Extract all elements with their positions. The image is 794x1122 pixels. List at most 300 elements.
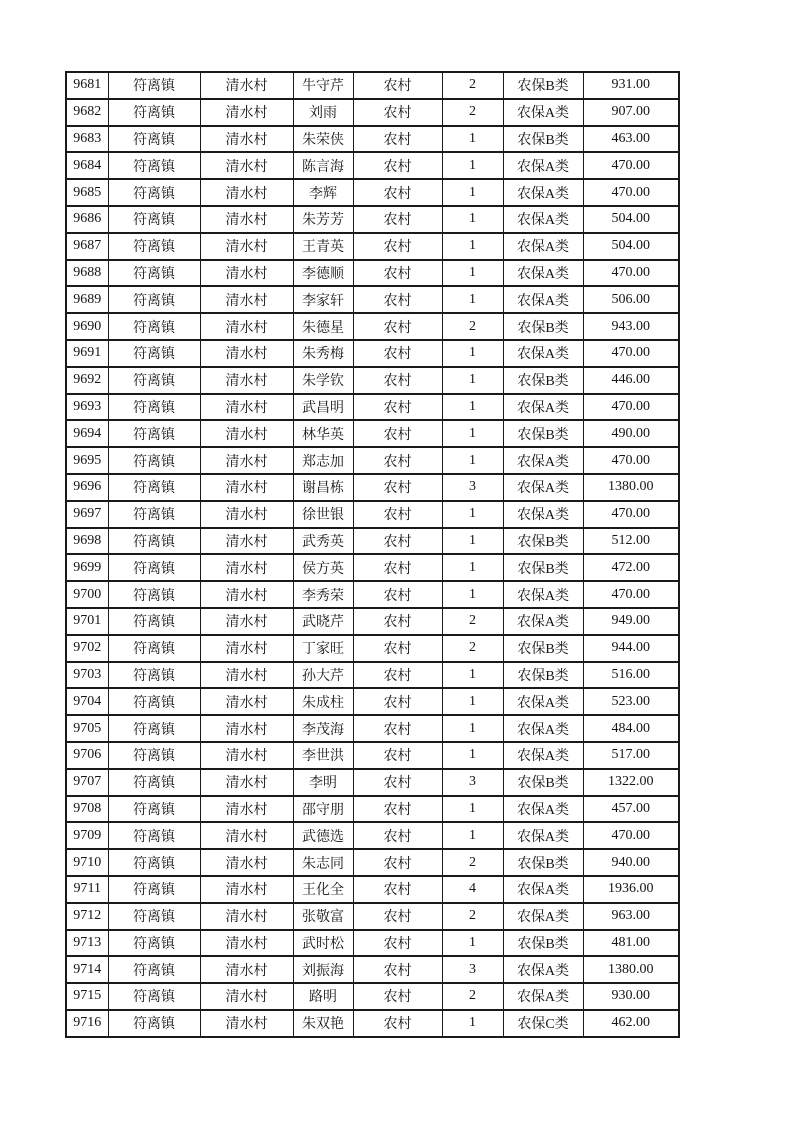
cell-town: 符离镇 bbox=[108, 956, 200, 983]
cell-category: 农村 bbox=[353, 420, 442, 447]
cell-amount: 1936.00 bbox=[583, 876, 679, 903]
cell-category: 农村 bbox=[353, 394, 442, 421]
cell-id: 9687 bbox=[66, 233, 108, 260]
cell-category: 农村 bbox=[353, 286, 442, 313]
table-body bbox=[66, 72, 679, 1037]
cell-category: 农村 bbox=[353, 742, 442, 769]
cell-count: 1 bbox=[442, 688, 503, 715]
cell-town: 符离镇 bbox=[108, 394, 200, 421]
cell-town: 符离镇 bbox=[108, 742, 200, 769]
cell-town: 符离镇 bbox=[108, 233, 200, 260]
cell-count: 2 bbox=[442, 903, 503, 930]
cell-town: 符离镇 bbox=[108, 286, 200, 313]
cell-amount: 907.00 bbox=[583, 99, 679, 126]
table-row bbox=[66, 528, 679, 555]
cell-insurance-type: 农保B类 bbox=[503, 72, 583, 99]
cell-count: 2 bbox=[442, 608, 503, 635]
cell-insurance-type: 农保A类 bbox=[503, 501, 583, 528]
cell-village: 清水村 bbox=[200, 340, 293, 367]
cell-id: 9699 bbox=[66, 554, 108, 581]
cell-id: 9689 bbox=[66, 286, 108, 313]
cell-town: 符离镇 bbox=[108, 152, 200, 179]
cell-town: 符离镇 bbox=[108, 769, 200, 796]
cell-category: 农村 bbox=[353, 501, 442, 528]
table-row bbox=[66, 313, 679, 340]
cell-category: 农村 bbox=[353, 930, 442, 957]
cell-count: 1 bbox=[442, 152, 503, 179]
table-row bbox=[66, 72, 679, 99]
cell-count: 1 bbox=[442, 420, 503, 447]
cell-count: 3 bbox=[442, 474, 503, 501]
cell-category: 农村 bbox=[353, 956, 442, 983]
cell-category: 农村 bbox=[353, 1010, 442, 1037]
cell-name: 李家轩 bbox=[293, 286, 353, 313]
cell-amount: 1380.00 bbox=[583, 474, 679, 501]
cell-village: 清水村 bbox=[200, 742, 293, 769]
cell-village: 清水村 bbox=[200, 635, 293, 662]
cell-name: 谢昌栋 bbox=[293, 474, 353, 501]
cell-town: 符离镇 bbox=[108, 1010, 200, 1037]
cell-town: 符离镇 bbox=[108, 206, 200, 233]
cell-town: 符离镇 bbox=[108, 313, 200, 340]
cell-category: 农村 bbox=[353, 233, 442, 260]
table-row bbox=[66, 233, 679, 260]
cell-name: 徐世银 bbox=[293, 501, 353, 528]
table-row bbox=[66, 608, 679, 635]
cell-count: 1 bbox=[442, 715, 503, 742]
cell-id: 9715 bbox=[66, 983, 108, 1010]
cell-town: 符离镇 bbox=[108, 99, 200, 126]
cell-count: 1 bbox=[442, 394, 503, 421]
cell-insurance-type: 农保A类 bbox=[503, 152, 583, 179]
cell-insurance-type: 农保A类 bbox=[503, 956, 583, 983]
cell-village: 清水村 bbox=[200, 286, 293, 313]
cell-name: 丁家旺 bbox=[293, 635, 353, 662]
cell-village: 清水村 bbox=[200, 849, 293, 876]
cell-count: 1 bbox=[442, 742, 503, 769]
records-table bbox=[65, 71, 680, 1038]
cell-name: 王化全 bbox=[293, 876, 353, 903]
cell-insurance-type: 农保B类 bbox=[503, 313, 583, 340]
table-row bbox=[66, 635, 679, 662]
cell-category: 农村 bbox=[353, 662, 442, 689]
cell-id: 9691 bbox=[66, 340, 108, 367]
cell-village: 清水村 bbox=[200, 983, 293, 1010]
cell-id: 9709 bbox=[66, 822, 108, 849]
cell-amount: 470.00 bbox=[583, 340, 679, 367]
cell-village: 清水村 bbox=[200, 903, 293, 930]
cell-town: 符离镇 bbox=[108, 608, 200, 635]
cell-insurance-type: 农保C类 bbox=[503, 1010, 583, 1037]
cell-town: 符离镇 bbox=[108, 715, 200, 742]
cell-village: 清水村 bbox=[200, 394, 293, 421]
table-row bbox=[66, 688, 679, 715]
cell-id: 9683 bbox=[66, 126, 108, 153]
cell-insurance-type: 农保A类 bbox=[503, 474, 583, 501]
cell-village: 清水村 bbox=[200, 206, 293, 233]
cell-id: 9704 bbox=[66, 688, 108, 715]
cell-village: 清水村 bbox=[200, 876, 293, 903]
cell-amount: 940.00 bbox=[583, 849, 679, 876]
cell-category: 农村 bbox=[353, 769, 442, 796]
cell-id: 9713 bbox=[66, 930, 108, 957]
cell-name: 路明 bbox=[293, 983, 353, 1010]
cell-count: 1 bbox=[442, 528, 503, 555]
cell-category: 农村 bbox=[353, 340, 442, 367]
cell-insurance-type: 农保B类 bbox=[503, 126, 583, 153]
table-row bbox=[66, 796, 679, 823]
cell-id: 9694 bbox=[66, 420, 108, 447]
cell-category: 农村 bbox=[353, 635, 442, 662]
cell-name: 李明 bbox=[293, 769, 353, 796]
table-row bbox=[66, 554, 679, 581]
table-row bbox=[66, 420, 679, 447]
table-row bbox=[66, 152, 679, 179]
cell-village: 清水村 bbox=[200, 99, 293, 126]
cell-name: 朱志同 bbox=[293, 849, 353, 876]
cell-id: 9712 bbox=[66, 903, 108, 930]
cell-name: 邵守朋 bbox=[293, 796, 353, 823]
cell-amount: 516.00 bbox=[583, 662, 679, 689]
cell-town: 符离镇 bbox=[108, 876, 200, 903]
cell-count: 1 bbox=[442, 179, 503, 206]
cell-count: 1 bbox=[442, 233, 503, 260]
cell-village: 清水村 bbox=[200, 930, 293, 957]
cell-count: 1 bbox=[442, 126, 503, 153]
table-row bbox=[66, 394, 679, 421]
cell-insurance-type: 农保A类 bbox=[503, 286, 583, 313]
cell-village: 清水村 bbox=[200, 715, 293, 742]
cell-village: 清水村 bbox=[200, 822, 293, 849]
table-row bbox=[66, 581, 679, 608]
cell-village: 清水村 bbox=[200, 474, 293, 501]
cell-amount: 470.00 bbox=[583, 394, 679, 421]
cell-amount: 523.00 bbox=[583, 688, 679, 715]
cell-village: 清水村 bbox=[200, 554, 293, 581]
cell-amount: 1322.00 bbox=[583, 769, 679, 796]
cell-count: 3 bbox=[442, 956, 503, 983]
cell-name: 张敬富 bbox=[293, 903, 353, 930]
cell-amount: 470.00 bbox=[583, 822, 679, 849]
cell-id: 9685 bbox=[66, 179, 108, 206]
table-row bbox=[66, 99, 679, 126]
cell-village: 清水村 bbox=[200, 72, 293, 99]
cell-town: 符离镇 bbox=[108, 554, 200, 581]
cell-id: 9701 bbox=[66, 608, 108, 635]
cell-insurance-type: 农保A类 bbox=[503, 608, 583, 635]
cell-id: 9695 bbox=[66, 447, 108, 474]
cell-id: 9693 bbox=[66, 394, 108, 421]
cell-town: 符离镇 bbox=[108, 796, 200, 823]
cell-insurance-type: 农保B类 bbox=[503, 849, 583, 876]
cell-insurance-type: 农保A类 bbox=[503, 233, 583, 260]
cell-town: 符离镇 bbox=[108, 930, 200, 957]
cell-count: 1 bbox=[442, 822, 503, 849]
cell-category: 农村 bbox=[353, 179, 442, 206]
cell-amount: 930.00 bbox=[583, 983, 679, 1010]
cell-category: 农村 bbox=[353, 474, 442, 501]
cell-name: 李辉 bbox=[293, 179, 353, 206]
cell-category: 农村 bbox=[353, 608, 442, 635]
cell-category: 农村 bbox=[353, 822, 442, 849]
cell-amount: 504.00 bbox=[583, 233, 679, 260]
cell-name: 侯方英 bbox=[293, 554, 353, 581]
cell-village: 清水村 bbox=[200, 367, 293, 394]
cell-name: 武秀英 bbox=[293, 528, 353, 555]
cell-insurance-type: 农保A类 bbox=[503, 822, 583, 849]
cell-id: 9716 bbox=[66, 1010, 108, 1037]
cell-id: 9682 bbox=[66, 99, 108, 126]
cell-name: 朱成柱 bbox=[293, 688, 353, 715]
cell-count: 2 bbox=[442, 983, 503, 1010]
cell-village: 清水村 bbox=[200, 420, 293, 447]
cell-name: 武德选 bbox=[293, 822, 353, 849]
cell-count: 1 bbox=[442, 286, 503, 313]
cell-category: 农村 bbox=[353, 528, 442, 555]
cell-category: 农村 bbox=[353, 581, 442, 608]
cell-amount: 470.00 bbox=[583, 179, 679, 206]
cell-town: 符离镇 bbox=[108, 822, 200, 849]
cell-count: 1 bbox=[442, 340, 503, 367]
table-row bbox=[66, 286, 679, 313]
table-row bbox=[66, 930, 679, 957]
cell-amount: 470.00 bbox=[583, 447, 679, 474]
cell-name: 牛守芹 bbox=[293, 72, 353, 99]
cell-name: 朱芳芳 bbox=[293, 206, 353, 233]
cell-village: 清水村 bbox=[200, 528, 293, 555]
table-row bbox=[66, 715, 679, 742]
cell-amount: 470.00 bbox=[583, 260, 679, 287]
cell-name: 刘振海 bbox=[293, 956, 353, 983]
cell-category: 农村 bbox=[353, 554, 442, 581]
cell-count: 1 bbox=[442, 554, 503, 581]
cell-id: 9692 bbox=[66, 367, 108, 394]
cell-count: 2 bbox=[442, 635, 503, 662]
cell-id: 9698 bbox=[66, 528, 108, 555]
cell-town: 符离镇 bbox=[108, 474, 200, 501]
cell-town: 符离镇 bbox=[108, 849, 200, 876]
cell-village: 清水村 bbox=[200, 447, 293, 474]
cell-insurance-type: 农保B类 bbox=[503, 554, 583, 581]
cell-town: 符离镇 bbox=[108, 635, 200, 662]
cell-insurance-type: 农保A类 bbox=[503, 876, 583, 903]
cell-town: 符离镇 bbox=[108, 983, 200, 1010]
cell-insurance-type: 农保A类 bbox=[503, 447, 583, 474]
table-row bbox=[66, 260, 679, 287]
cell-insurance-type: 农保A类 bbox=[503, 742, 583, 769]
cell-town: 符离镇 bbox=[108, 72, 200, 99]
cell-id: 9710 bbox=[66, 849, 108, 876]
table-row bbox=[66, 367, 679, 394]
table-row bbox=[66, 769, 679, 796]
cell-amount: 506.00 bbox=[583, 286, 679, 313]
cell-category: 农村 bbox=[353, 260, 442, 287]
cell-count: 1 bbox=[442, 501, 503, 528]
cell-id: 9702 bbox=[66, 635, 108, 662]
cell-town: 符离镇 bbox=[108, 367, 200, 394]
cell-town: 符离镇 bbox=[108, 662, 200, 689]
cell-count: 1 bbox=[442, 447, 503, 474]
cell-village: 清水村 bbox=[200, 608, 293, 635]
cell-name: 朱学钦 bbox=[293, 367, 353, 394]
cell-category: 农村 bbox=[353, 313, 442, 340]
table-row bbox=[66, 179, 679, 206]
cell-town: 符离镇 bbox=[108, 528, 200, 555]
cell-name: 刘雨 bbox=[293, 99, 353, 126]
cell-count: 1 bbox=[442, 1010, 503, 1037]
cell-count: 2 bbox=[442, 99, 503, 126]
cell-insurance-type: 农保A类 bbox=[503, 340, 583, 367]
table-row bbox=[66, 1010, 679, 1037]
cell-amount: 517.00 bbox=[583, 742, 679, 769]
cell-village: 清水村 bbox=[200, 688, 293, 715]
cell-id: 9686 bbox=[66, 206, 108, 233]
cell-category: 农村 bbox=[353, 715, 442, 742]
cell-village: 清水村 bbox=[200, 769, 293, 796]
cell-insurance-type: 农保B类 bbox=[503, 769, 583, 796]
cell-insurance-type: 农保B类 bbox=[503, 528, 583, 555]
cell-town: 符离镇 bbox=[108, 581, 200, 608]
cell-town: 符离镇 bbox=[108, 340, 200, 367]
cell-category: 农村 bbox=[353, 688, 442, 715]
cell-name: 武晓芹 bbox=[293, 608, 353, 635]
cell-category: 农村 bbox=[353, 447, 442, 474]
cell-name: 李秀荣 bbox=[293, 581, 353, 608]
cell-count: 1 bbox=[442, 581, 503, 608]
cell-name: 李德顺 bbox=[293, 260, 353, 287]
cell-insurance-type: 农保B类 bbox=[503, 420, 583, 447]
cell-amount: 462.00 bbox=[583, 1010, 679, 1037]
cell-category: 农村 bbox=[353, 206, 442, 233]
cell-id: 9697 bbox=[66, 501, 108, 528]
cell-name: 王青英 bbox=[293, 233, 353, 260]
cell-village: 清水村 bbox=[200, 260, 293, 287]
cell-count: 4 bbox=[442, 876, 503, 903]
cell-count: 1 bbox=[442, 662, 503, 689]
cell-amount: 512.00 bbox=[583, 528, 679, 555]
cell-insurance-type: 农保B类 bbox=[503, 367, 583, 394]
cell-count: 1 bbox=[442, 260, 503, 287]
cell-id: 9696 bbox=[66, 474, 108, 501]
table-row bbox=[66, 956, 679, 983]
cell-name: 孙大芹 bbox=[293, 662, 353, 689]
cell-id: 9705 bbox=[66, 715, 108, 742]
table-row bbox=[66, 447, 679, 474]
cell-id: 9714 bbox=[66, 956, 108, 983]
cell-category: 农村 bbox=[353, 367, 442, 394]
cell-id: 9711 bbox=[66, 876, 108, 903]
cell-town: 符离镇 bbox=[108, 903, 200, 930]
cell-insurance-type: 农保B类 bbox=[503, 662, 583, 689]
cell-town: 符离镇 bbox=[108, 447, 200, 474]
table-row bbox=[66, 662, 679, 689]
cell-amount: 944.00 bbox=[583, 635, 679, 662]
cell-insurance-type: 农保A类 bbox=[503, 796, 583, 823]
cell-town: 符离镇 bbox=[108, 260, 200, 287]
cell-name: 武昌明 bbox=[293, 394, 353, 421]
cell-name: 林华英 bbox=[293, 420, 353, 447]
cell-village: 清水村 bbox=[200, 581, 293, 608]
cell-id: 9681 bbox=[66, 72, 108, 99]
table-row bbox=[66, 903, 679, 930]
cell-insurance-type: 农保A类 bbox=[503, 206, 583, 233]
cell-insurance-type: 农保B类 bbox=[503, 635, 583, 662]
cell-name: 朱德星 bbox=[293, 313, 353, 340]
cell-amount: 504.00 bbox=[583, 206, 679, 233]
cell-id: 9708 bbox=[66, 796, 108, 823]
cell-count: 2 bbox=[442, 849, 503, 876]
cell-amount: 931.00 bbox=[583, 72, 679, 99]
cell-name: 朱双艳 bbox=[293, 1010, 353, 1037]
cell-amount: 481.00 bbox=[583, 930, 679, 957]
table-row bbox=[66, 983, 679, 1010]
cell-insurance-type: 农保B类 bbox=[503, 930, 583, 957]
cell-amount: 484.00 bbox=[583, 715, 679, 742]
cell-category: 农村 bbox=[353, 152, 442, 179]
table-row bbox=[66, 849, 679, 876]
cell-amount: 463.00 bbox=[583, 126, 679, 153]
cell-name: 朱荣侠 bbox=[293, 126, 353, 153]
cell-category: 农村 bbox=[353, 876, 442, 903]
cell-category: 农村 bbox=[353, 849, 442, 876]
cell-amount: 949.00 bbox=[583, 608, 679, 635]
cell-amount: 490.00 bbox=[583, 420, 679, 447]
cell-id: 9690 bbox=[66, 313, 108, 340]
cell-village: 清水村 bbox=[200, 796, 293, 823]
cell-insurance-type: 农保A类 bbox=[503, 260, 583, 287]
cell-name: 李世洪 bbox=[293, 742, 353, 769]
cell-count: 3 bbox=[442, 769, 503, 796]
cell-count: 2 bbox=[442, 72, 503, 99]
table-row bbox=[66, 340, 679, 367]
cell-insurance-type: 农保A类 bbox=[503, 715, 583, 742]
cell-id: 9684 bbox=[66, 152, 108, 179]
cell-amount: 472.00 bbox=[583, 554, 679, 581]
cell-village: 清水村 bbox=[200, 233, 293, 260]
cell-village: 清水村 bbox=[200, 179, 293, 206]
cell-insurance-type: 农保A类 bbox=[503, 99, 583, 126]
cell-amount: 470.00 bbox=[583, 501, 679, 528]
cell-insurance-type: 农保A类 bbox=[503, 581, 583, 608]
cell-town: 符离镇 bbox=[108, 126, 200, 153]
cell-count: 1 bbox=[442, 796, 503, 823]
cell-insurance-type: 农保A类 bbox=[503, 688, 583, 715]
cell-count: 2 bbox=[442, 313, 503, 340]
cell-id: 9688 bbox=[66, 260, 108, 287]
cell-amount: 470.00 bbox=[583, 581, 679, 608]
cell-category: 农村 bbox=[353, 983, 442, 1010]
cell-amount: 963.00 bbox=[583, 903, 679, 930]
cell-amount: 1380.00 bbox=[583, 956, 679, 983]
cell-id: 9700 bbox=[66, 581, 108, 608]
cell-village: 清水村 bbox=[200, 1010, 293, 1037]
cell-id: 9703 bbox=[66, 662, 108, 689]
cell-town: 符离镇 bbox=[108, 501, 200, 528]
cell-name: 朱秀梅 bbox=[293, 340, 353, 367]
table-row bbox=[66, 822, 679, 849]
cell-village: 清水村 bbox=[200, 152, 293, 179]
cell-amount: 470.00 bbox=[583, 152, 679, 179]
cell-category: 农村 bbox=[353, 99, 442, 126]
cell-name: 郑志加 bbox=[293, 447, 353, 474]
table-row bbox=[66, 742, 679, 769]
cell-category: 农村 bbox=[353, 72, 442, 99]
cell-id: 9707 bbox=[66, 769, 108, 796]
cell-town: 符离镇 bbox=[108, 688, 200, 715]
cell-count: 1 bbox=[442, 367, 503, 394]
cell-insurance-type: 农保A类 bbox=[503, 179, 583, 206]
cell-village: 清水村 bbox=[200, 126, 293, 153]
